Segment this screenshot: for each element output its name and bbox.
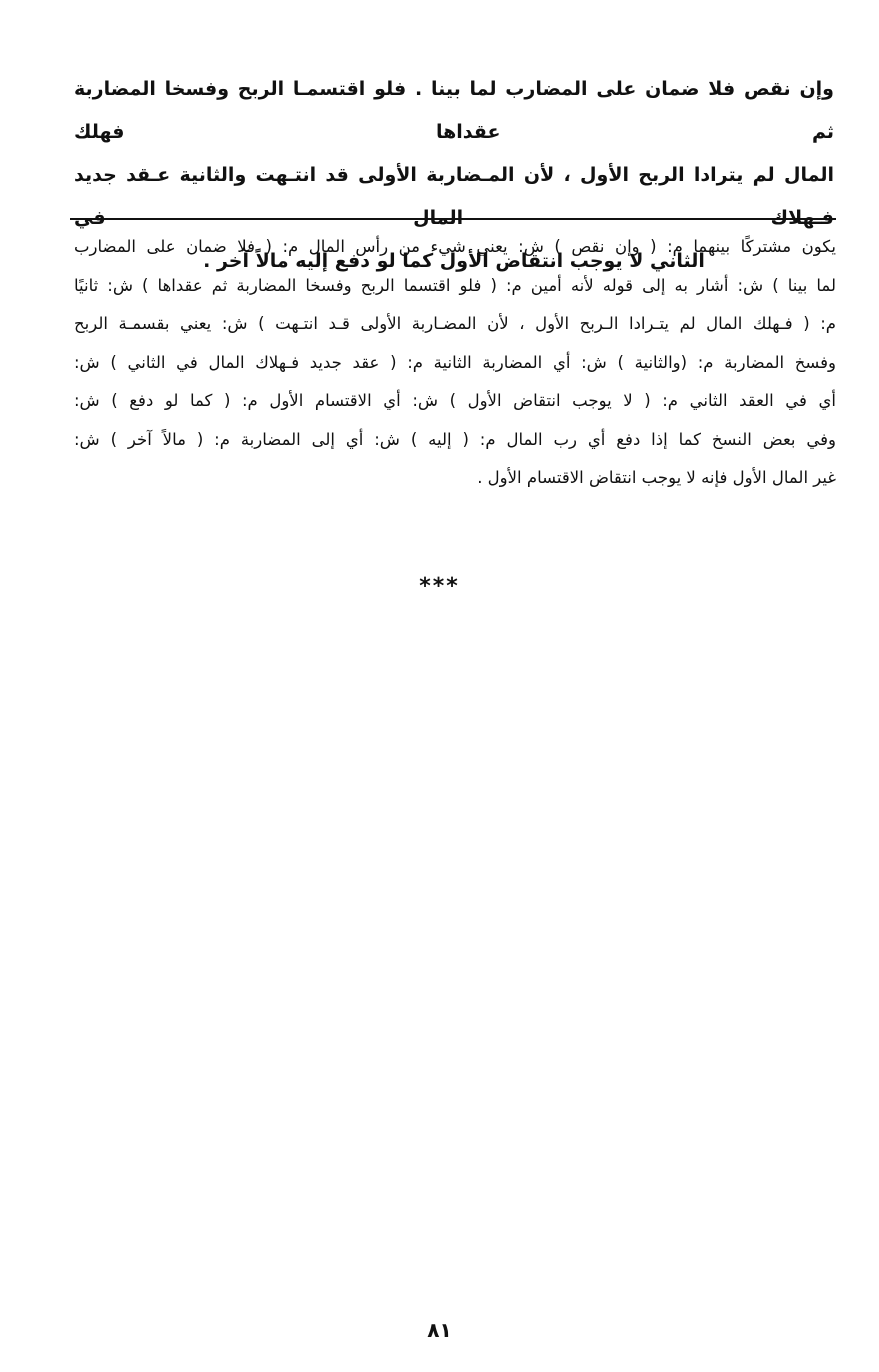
commentary-line: وفسخ المضاربة م: (والثانية ) ش: أي المضاربة الثانية م: ( عقد جديد فـهلاك المال في الثاني ) ش: (74, 352, 836, 372)
commentary-line: لما بينا ) ش: أشار به إلى قوله لأنه أمين م: ( فلو اقتسما الربح وفسخا المضاربة ثم عقداها ) ش: ثانيًا (74, 275, 836, 295)
footnote-divider (70, 218, 836, 220)
main-text-line: الثاني لا يوجب انتقاض الأول كما لو دفع إليه مالاً آخر . (203, 250, 705, 272)
commentary-line: وفي بعض النسخ كما إذا دفع أي رب المال م: ( إليه ) ش: أي إلى المضاربة م: ( مالاً آخر ) ش: (74, 429, 836, 449)
page-number: ٨١ (427, 1318, 452, 1342)
commentary-line: أي في العقد الثاني م: ( لا يوجب انتقاض الأول ) ش: أي الاقتسام الأول م: ( كما لو دفع ) ش: (74, 391, 836, 410)
commentary-block (74, 228, 836, 498)
commentary-line: يكون مشتركًا بينهما م: ( وإن نقص ) ش: يعني شيء من رأس المال م: ( فلا ضمان على المضارب (74, 237, 836, 256)
main-text-line: وإن نقص فلا ضمان على المضارب لما بينا . فلو اقتسمـا الربح وفسخا المضاربة ثم عقداها فهلك (74, 78, 834, 143)
commentary-line: م: ( فـهلك المال لم يتـرادا الـربح الأول ، لأن المضـاربة الأولى قـد انتـهت ) ش: يعني بقسمـة الربح (74, 314, 836, 333)
section-separator: *** (419, 574, 460, 599)
commentary-line: غير المال الأول فإنه لا يوجب انتقاض الاقتسام الأول . (477, 468, 836, 487)
main-text-line: المال لم يترادا الربح الأول ، لأن المـضاربة الأولى قد انتـهت والثانية عـقد جديد فـهلاك المال في (74, 164, 834, 229)
